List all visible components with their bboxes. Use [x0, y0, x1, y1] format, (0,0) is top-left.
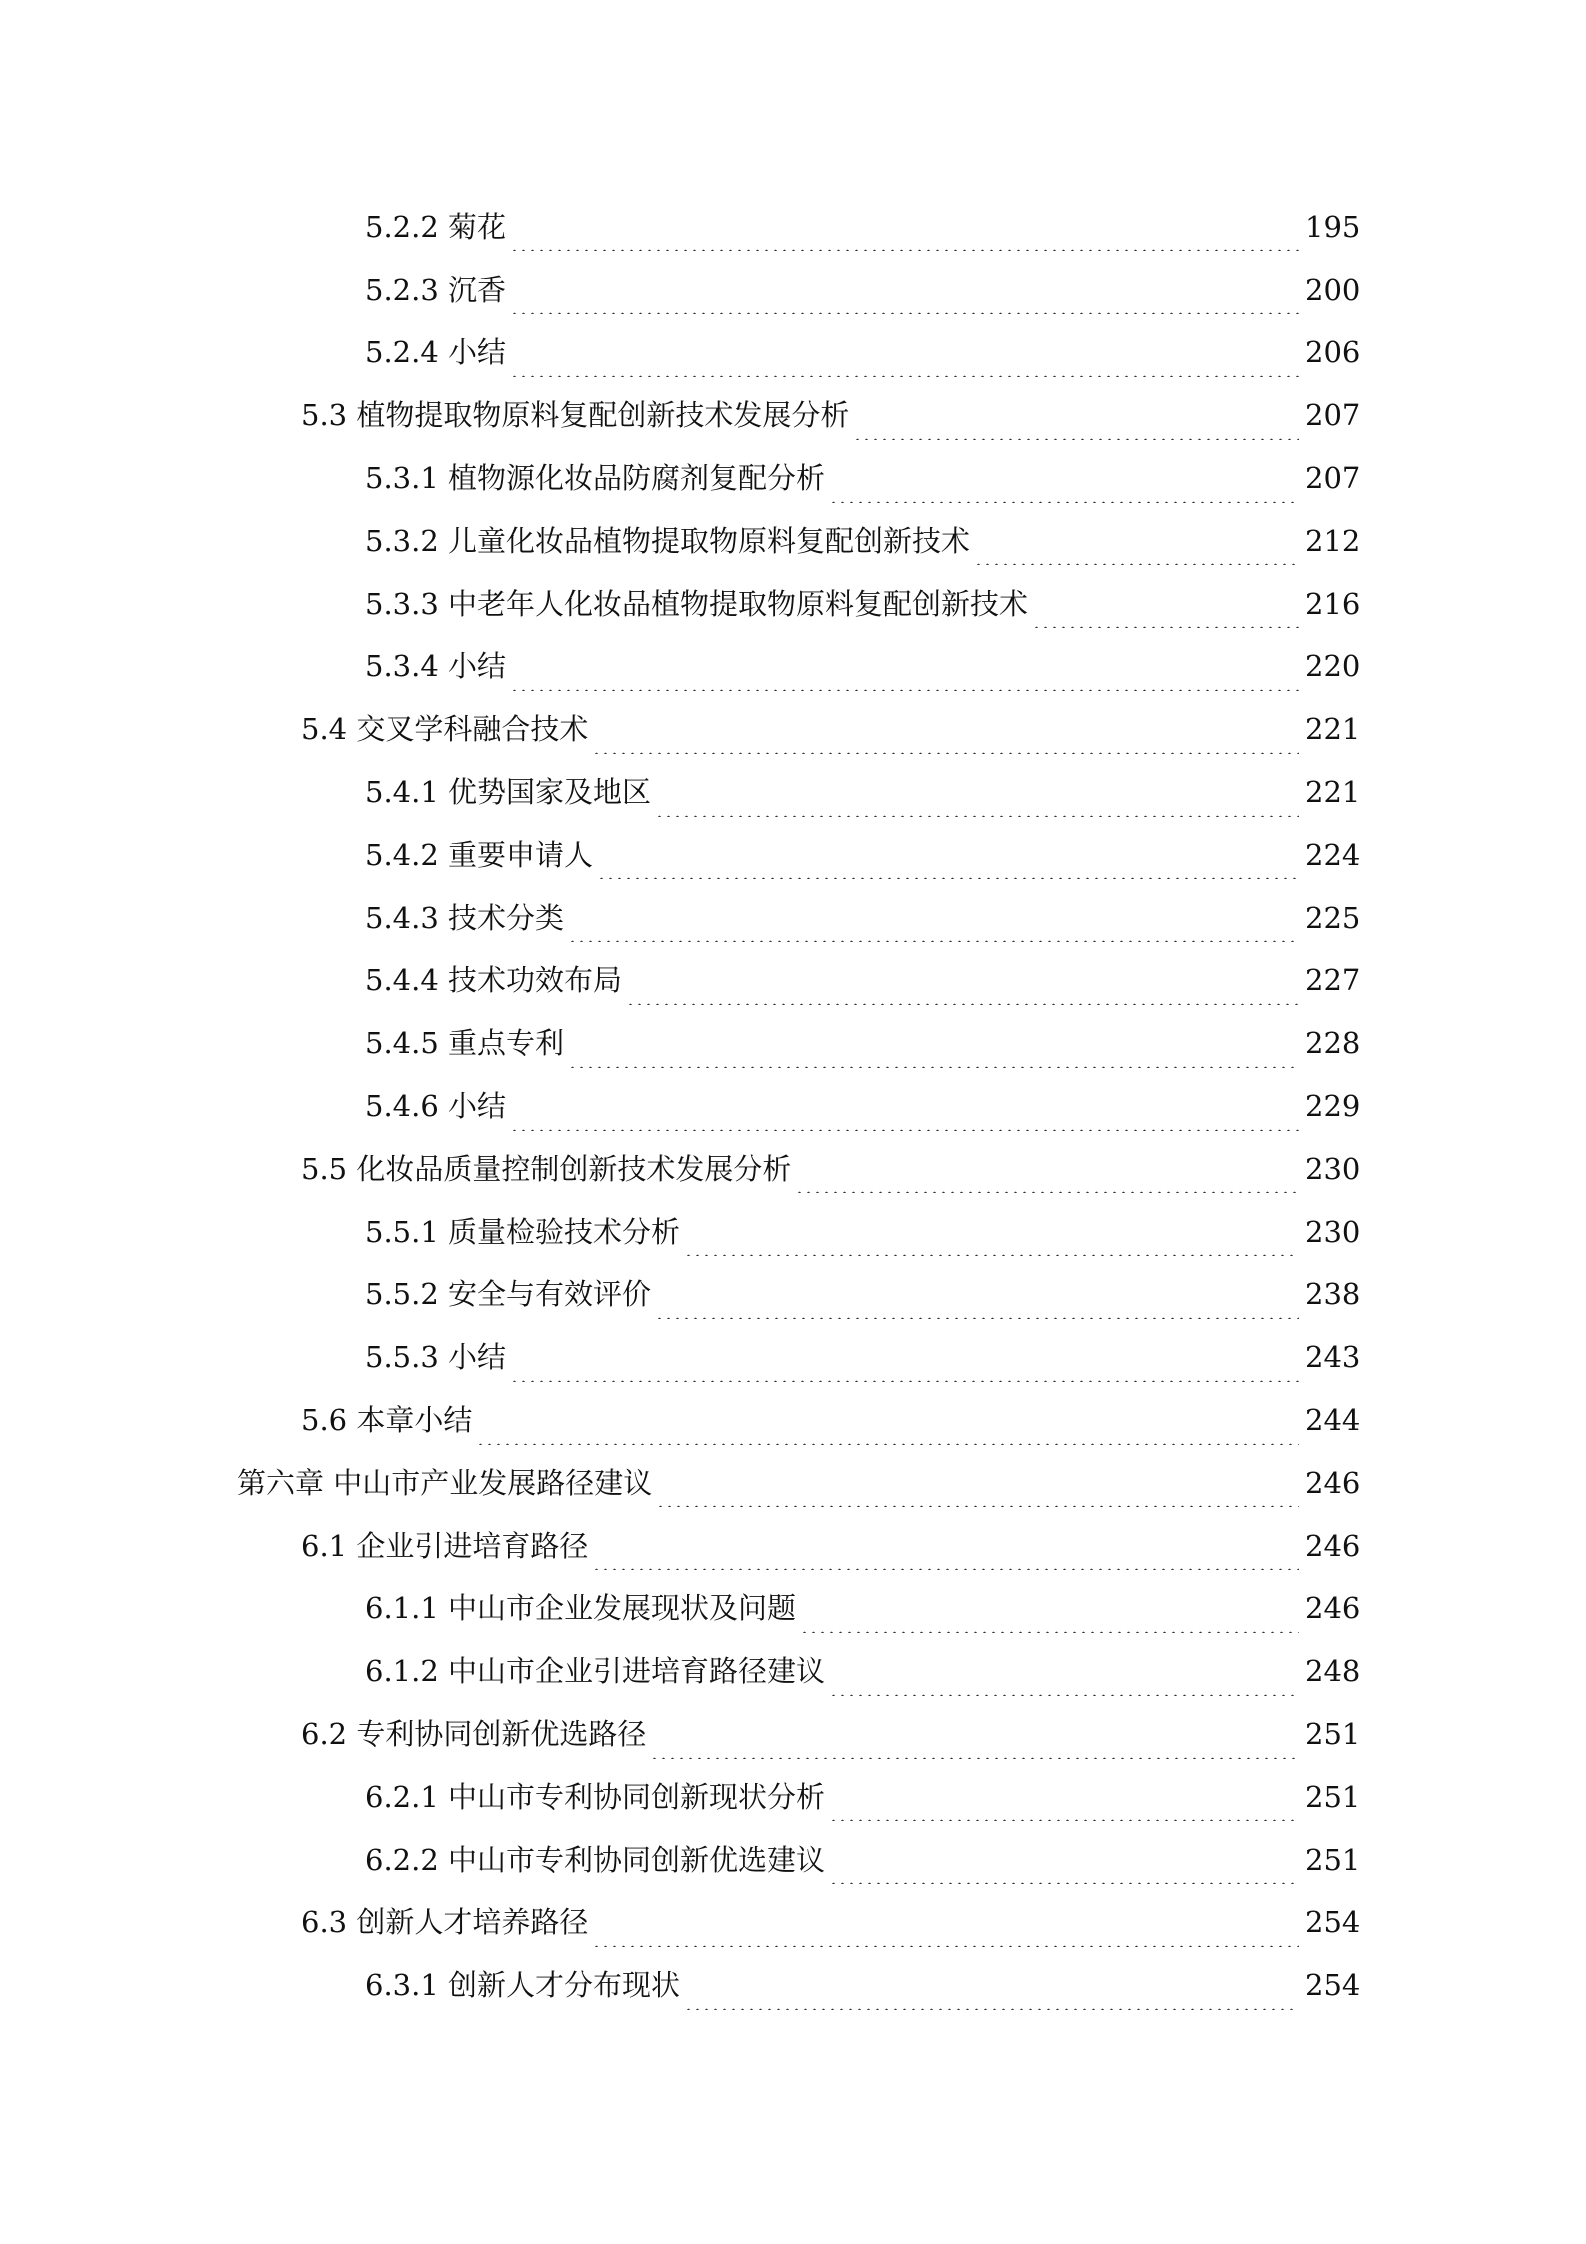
dot-leader [795, 1163, 1299, 1193]
dot-leader [510, 661, 1299, 691]
dot-leader [510, 221, 1299, 251]
toc-entry-5-5-2[interactable] [0, 1264, 1586, 1327]
toc-entry-page: 246 [1305, 1465, 1361, 1500]
toc-entry-5-2-4[interactable] [0, 322, 1586, 385]
toc-entry-page: 224 [1305, 837, 1361, 872]
dot-leader [974, 535, 1299, 565]
toc-entry-label: 6.1.1 中山市企业发展现状及问题 [365, 1594, 800, 1623]
toc-entry-label: 第六章 中山市产业发展路径建议 [237, 1469, 656, 1498]
dot-leader [510, 347, 1299, 377]
dot-leader [568, 1038, 1299, 1068]
toc-entry-chapter-6[interactable] [0, 1452, 1586, 1515]
toc-entry-5-5[interactable] [0, 1138, 1586, 1201]
toc-entry-5-2-3[interactable] [0, 259, 1586, 322]
dot-leader [684, 1980, 1299, 2010]
dot-leader [829, 1854, 1299, 1884]
toc-entry-6-1-2[interactable] [0, 1640, 1586, 1703]
dot-leader [476, 1415, 1299, 1445]
toc-entry-5-2-2[interactable] [0, 196, 1586, 259]
toc-entry-page: 195 [1305, 209, 1361, 244]
toc-entry-5-5-1[interactable] [0, 1201, 1586, 1264]
toc-entry-5-5-3[interactable] [0, 1326, 1586, 1389]
toc-entry-label: 5.4.4 技术功效布局 [365, 966, 626, 995]
table-of-contents [0, 196, 1586, 2017]
dot-leader [684, 1226, 1299, 1256]
toc-entry-label: 5.4.1 优势国家及地区 [365, 778, 655, 807]
toc-entry-label: 6.1.2 中山市企业引进培育路径建议 [365, 1657, 829, 1686]
toc-entry-page: 230 [1305, 1151, 1361, 1186]
toc-entry-page: 200 [1305, 272, 1361, 307]
toc-entry-page: 207 [1305, 461, 1361, 496]
toc-entry-6-2-2[interactable] [0, 1829, 1586, 1892]
dot-leader [510, 1101, 1299, 1131]
toc-entry-6-1-1[interactable] [0, 1578, 1586, 1641]
dot-leader [655, 1289, 1299, 1319]
dot-leader [1032, 598, 1299, 628]
toc-entry-page: 244 [1305, 1403, 1361, 1438]
toc-entry-label: 5.4 交叉学科融合技术 [301, 715, 592, 744]
toc-entry-label: 5.5.3 小结 [365, 1343, 510, 1372]
toc-entry-page: 220 [1305, 649, 1361, 684]
toc-entry-page: 251 [1305, 1779, 1361, 1814]
dot-leader [800, 1603, 1299, 1633]
toc-entry-label: 6.1 企业引进培育路径 [301, 1532, 592, 1561]
toc-entry-5-4-5[interactable] [0, 1012, 1586, 1075]
toc-entry-6-2-1[interactable] [0, 1766, 1586, 1829]
dot-leader [592, 1917, 1299, 1947]
toc-entry-label: 6.2.1 中山市专利协同创新现状分析 [365, 1783, 829, 1812]
toc-entry-page: 221 [1305, 775, 1361, 810]
toc-entry-page: 251 [1305, 1842, 1361, 1877]
toc-entry-page: 254 [1305, 1968, 1361, 2003]
toc-entry-label: 5.3 植物提取物原料复配创新技术发展分析 [301, 401, 853, 430]
toc-entry-label: 6.3 创新人才培养路径 [301, 1908, 592, 1937]
dot-leader [656, 1477, 1299, 1507]
toc-entry-label: 6.3.1 创新人才分布现状 [365, 1971, 684, 2000]
toc-entry-page: 221 [1305, 712, 1361, 747]
toc-entry-page: 251 [1305, 1717, 1361, 1752]
dot-leader [592, 1540, 1299, 1570]
toc-entry-page: 246 [1305, 1528, 1361, 1563]
toc-entry-label: 5.4.3 技术分类 [365, 904, 568, 933]
toc-entry-page: 230 [1305, 1214, 1361, 1249]
toc-entry-page: 207 [1305, 398, 1361, 433]
toc-entry-5-4-2[interactable] [0, 824, 1586, 887]
dot-leader [510, 284, 1299, 314]
toc-entry-page: 228 [1305, 1026, 1361, 1061]
toc-entry-page: 225 [1305, 900, 1361, 935]
dot-leader [829, 473, 1299, 503]
toc-entry-5-4-4[interactable] [0, 950, 1586, 1013]
toc-entry-5-3-1[interactable] [0, 447, 1586, 510]
toc-entry-5-4[interactable] [0, 698, 1586, 761]
toc-entry-page: 216 [1305, 586, 1361, 621]
dot-leader [597, 849, 1299, 879]
toc-entry-page: 238 [1305, 1277, 1361, 1312]
toc-entry-label: 5.2.4 小结 [365, 338, 510, 367]
toc-entry-page: 229 [1305, 1089, 1361, 1124]
toc-entry-page: 246 [1305, 1591, 1361, 1626]
toc-entry-5-3-3[interactable] [0, 573, 1586, 636]
dot-leader [592, 724, 1299, 754]
toc-entry-label: 5.3.3 中老年人化妆品植物提取物原料复配创新技术 [365, 590, 1032, 619]
toc-entry-5-3-2[interactable] [0, 510, 1586, 573]
toc-entry-6-1[interactable] [0, 1515, 1586, 1578]
toc-entry-label: 5.2.2 菊花 [365, 213, 510, 242]
toc-entry-page: 248 [1305, 1654, 1361, 1689]
toc-entry-label: 5.5 化妆品质量控制创新技术发展分析 [301, 1155, 795, 1184]
toc-entry-label: 5.6 本章小结 [301, 1406, 476, 1435]
toc-entry-5-4-1[interactable] [0, 761, 1586, 824]
toc-entry-5-3[interactable] [0, 384, 1586, 447]
toc-entry-label: 6.2.2 中山市专利协同创新优选建议 [365, 1846, 829, 1875]
toc-entry-label: 5.2.3 沉香 [365, 276, 510, 305]
dot-leader [568, 912, 1299, 942]
toc-entry-6-2[interactable] [0, 1703, 1586, 1766]
toc-entry-6-3[interactable] [0, 1892, 1586, 1955]
dot-leader [829, 1666, 1299, 1696]
toc-entry-label: 5.4.2 重要申请人 [365, 841, 597, 870]
toc-entry-6-3-1[interactable] [0, 1954, 1586, 2017]
toc-entry-page: 254 [1305, 1905, 1361, 1940]
toc-entry-page: 227 [1305, 963, 1361, 998]
toc-entry-label: 5.5.1 质量检验技术分析 [365, 1218, 684, 1247]
toc-entry-5-4-3[interactable] [0, 887, 1586, 950]
toc-entry-page: 243 [1305, 1340, 1361, 1375]
toc-entry-label: 5.5.2 安全与有效评价 [365, 1280, 655, 1309]
dot-leader [510, 1352, 1299, 1382]
dot-leader [829, 1791, 1299, 1821]
toc-entry-label: 5.3.4 小结 [365, 652, 510, 681]
toc-entry-page: 212 [1305, 523, 1361, 558]
toc-entry-label: 5.3.2 儿童化妆品植物提取物原料复配创新技术 [365, 527, 974, 556]
dot-leader [853, 410, 1299, 440]
toc-entry-label: 6.2 专利协同创新优选路径 [301, 1720, 650, 1749]
toc-entry-5-3-4[interactable] [0, 636, 1586, 699]
toc-entry-label: 5.4.6 小结 [365, 1092, 510, 1121]
toc-entry-label: 5.3.1 植物源化妆品防腐剂复配分析 [365, 464, 829, 493]
toc-entry-5-6[interactable] [0, 1389, 1586, 1452]
dot-leader [655, 787, 1299, 817]
dot-leader [650, 1729, 1299, 1759]
toc-entry-5-4-6[interactable] [0, 1075, 1586, 1138]
dot-leader [626, 975, 1299, 1005]
toc-entry-label: 5.4.5 重点专利 [365, 1029, 568, 1058]
toc-entry-page: 206 [1305, 335, 1361, 370]
